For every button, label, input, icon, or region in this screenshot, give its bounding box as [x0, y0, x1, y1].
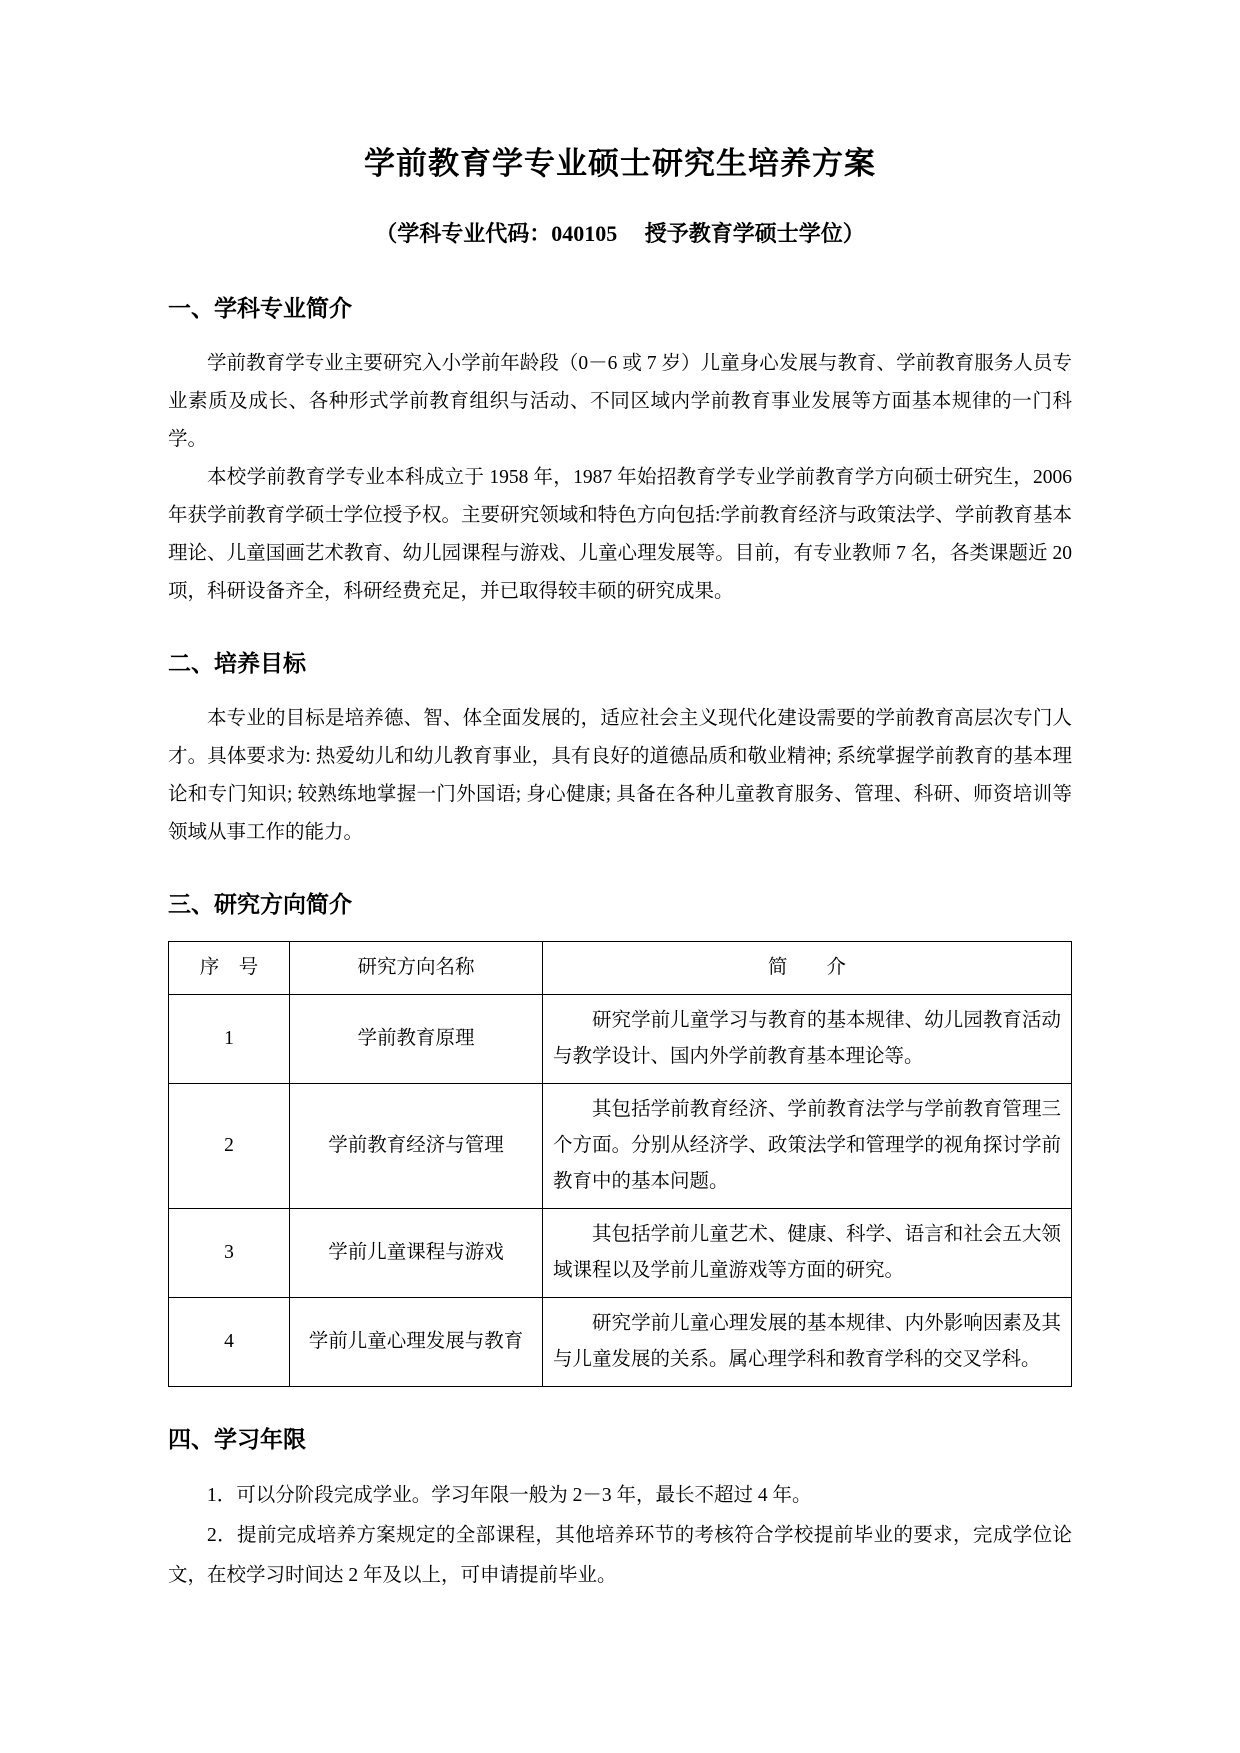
table-header-row	[169, 942, 1072, 995]
row-4-name: 学前儿童心理发展与教育	[290, 1298, 543, 1387]
table-row	[169, 1209, 1072, 1298]
table-header-no: 序 号	[169, 942, 290, 995]
document-title: 学前教育学专业硕士研究生培养方案	[364, 146, 876, 181]
row-2-name: 学前教育经济与管理	[290, 1084, 543, 1209]
row-3-desc: 其包括学前儿童艺术、健康、科学、语言和社会五大领域课程以及学前儿童游戏等方面的研究。	[543, 1209, 1072, 1298]
section-1-paragraph-1: 学前教育学专业主要研究入小学前年龄段（0－6 或 7 岁）儿童身心发展与教育、学前教育服务人员专业素质及成长、各种形式学前教育组织与活动、不同区域内学前教育事业发展等方面基本规律的一门科学。	[168, 353, 1072, 450]
table-row	[169, 1298, 1072, 1387]
row-1-name: 学前教育原理	[290, 995, 543, 1084]
table-row	[169, 995, 1072, 1084]
section-heading-3: 三、研究方向简介	[168, 892, 352, 917]
row-2-no: 2	[169, 1084, 290, 1209]
row-4-desc: 研究学前儿童心理发展的基本规律、内外影响因素及其与儿童发展的关系。属心理学科和教育学科的交叉学科。	[543, 1298, 1072, 1387]
section-2-paragraph-1: 本专业的目标是培养德、智、体全面发展的，适应社会主义现代化建设需要的学前教育高层次专门人才。具体要求为: 热爱幼儿和幼儿教育事业，具有良好的道德品质和敬业精神; 系统掌握学前教育的基本理论和专门知识; 较熟练地掌握一门外国语; 身心健康; 具备在各种儿童教育服务、管理、科研、师资培训等领域从事工作的能力。	[168, 708, 1072, 843]
table-header-name: 研究方向名称	[290, 942, 543, 995]
table-row	[169, 1084, 1072, 1209]
research-directions-table	[168, 941, 1072, 1387]
row-3-name: 学前儿童课程与游戏	[290, 1209, 543, 1298]
section-heading-1: 一、学科专业简介	[168, 296, 352, 321]
table-header-desc: 简 介	[543, 942, 1072, 995]
section-heading-4: 四、学习年限	[168, 1427, 306, 1452]
row-1-no: 1	[169, 995, 290, 1084]
row-3-no: 3	[169, 1209, 290, 1298]
row-1-desc: 研究学前儿童学习与教育的基本规律、幼儿园教育活动与教学设计、国内外学前教育基本理论等。	[543, 995, 1072, 1084]
section-4-item-1: 1．可以分阶段完成学业。学习年限一般为 2－3 年，最长不超过 4 年。	[207, 1485, 812, 1506]
section-1-paragraph-2: 本校学前教育学专业本科成立于 1958 年，1987 年始招教育学专业学前教育学方向硕士研究生，2006 年获学前教育学硕士学位授予权。主要研究领域和特色方向包括:学前教育经济与政策法学、学前教育基本理论、儿童国画艺术教育、幼儿园课程与游戏、儿童心理发展等。目前，有专业教师 7 名，各类课题近 20 项，科研设备齐全，科研经费充足，并已取得较丰硕的研究成果。	[168, 467, 1072, 602]
section-heading-2: 二、培养目标	[168, 651, 306, 676]
row-4-no: 4	[169, 1298, 290, 1387]
row-2-desc: 其包括学前教育经济、学前教育法学与学前教育管理三个方面。分别从经济学、政策法学和管理学的视角探讨学前教育中的基本问题。	[543, 1084, 1072, 1209]
document-subtitle: （学科专业代码：040105 授予教育学硕士学位）	[375, 221, 865, 246]
section-4-item-2: 2．提前完成培养方案规定的全部课程，其他培养环节的考核符合学校提前毕业的要求，完成学位论文，在校学习时间达 2 年及以上，可申请提前毕业。	[168, 1525, 1072, 1586]
